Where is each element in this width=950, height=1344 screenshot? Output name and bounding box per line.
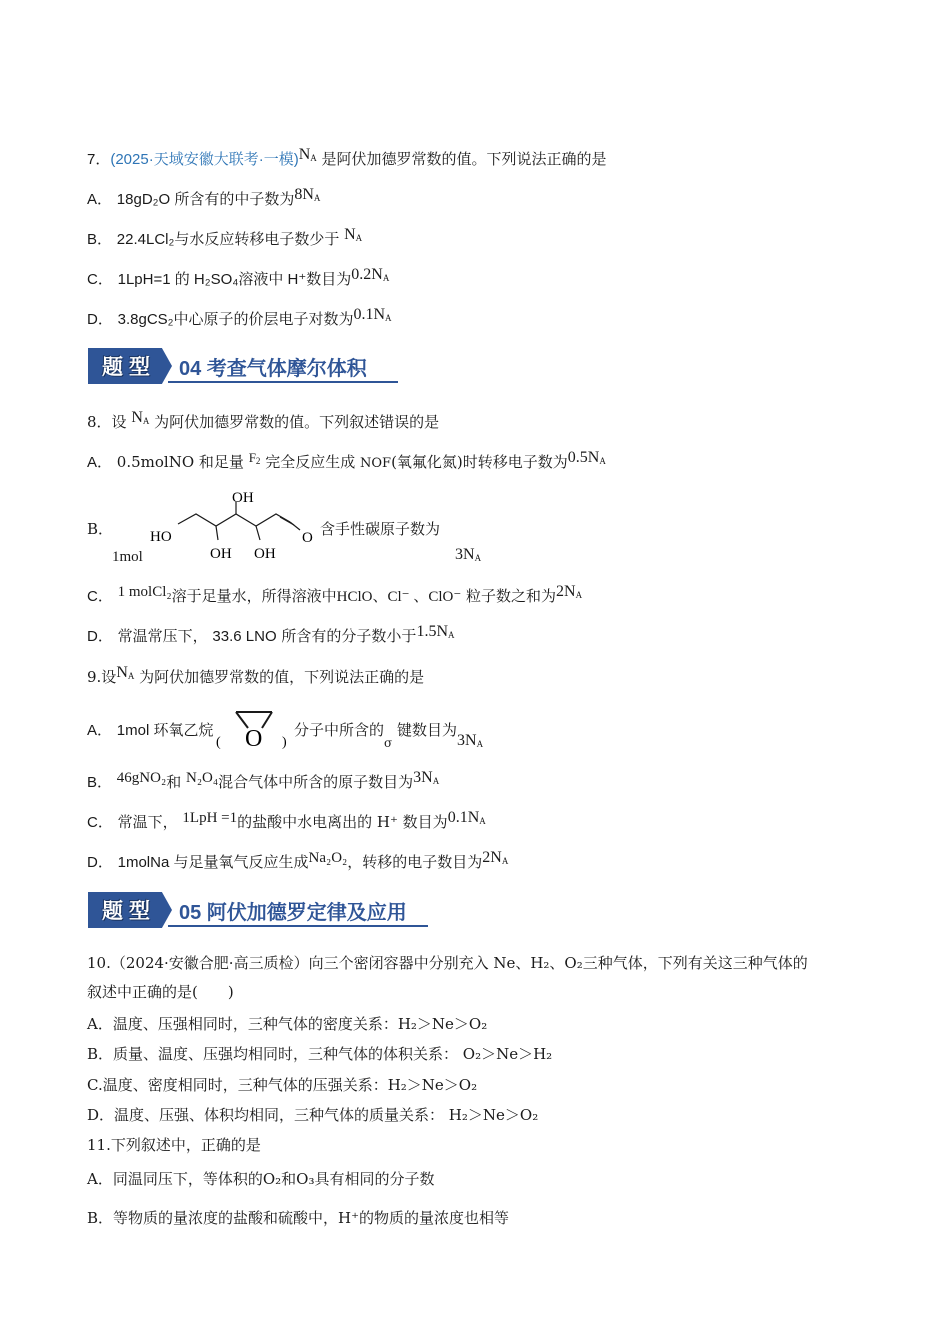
- q8-option-b-prefix: 1mol: [112, 549, 143, 565]
- q7-stem: [87, 148, 607, 172]
- q10-stem-line2: 叙述中正确的是( ): [87, 983, 234, 1001]
- na-symbol: $N_A$: [131, 409, 150, 426]
- sugar-molecule-structure: [148, 486, 318, 566]
- q10-option-d: D．温度、压强、体积均相同，三种气体的质量关系： H₂＞Ne＞O₂: [87, 1106, 539, 1124]
- q9-option-b: B． 46gNO₂和 N₂O₄混合气体中所含的原子数目为$3N_A$: [87, 769, 440, 791]
- ring-oxygen-label: O: [245, 726, 263, 750]
- q10-option-b: B．质量、温度、压强均相同时，三种气体的体积关系： O₂＞Ne＞H₂: [87, 1045, 553, 1063]
- q10-option-a: A．温度、压强相同时，三种气体的密度关系：H₂＞Ne＞O₂: [87, 1015, 488, 1033]
- q7-option-c: C． 1LpH=1 的 H₂SO₄溶液中 H⁺数目为$0.2N_A$: [87, 266, 390, 288]
- q8-option-b-label: B．: [87, 520, 114, 538]
- q7-option-b: B． 22.4LCl₂与水反应转移电子数少于 $N_A$: [87, 226, 363, 248]
- q9-option-a-rest: 分子中所含的$_\sigma$ 键数目为$3N_A$: [294, 721, 484, 750]
- epoxide-ring-structure: [214, 704, 294, 750]
- q9-option-c: C． 常温下， 1LpH =1的盐酸中水电离出的 H⁺ 数目为$0.1N_A$: [87, 809, 486, 831]
- section-badge-text: 题型: [102, 898, 156, 923]
- q8-option-d: D． 常温常压下， 33.6 LNO 所含有的分子数小于$1.5N_A$: [87, 623, 455, 645]
- q8-option-c: C． 1 molCl₂溶于足量水，所得溶液中HClO、Cl⁻ 、ClO⁻ 粒子数之和为$2N_A$: [87, 583, 583, 605]
- q10-option-c: C.温度、密度相同时，三种气体的压强关系：H₂＞Ne＞O₂: [87, 1076, 478, 1094]
- na-symbol: $N_A$: [116, 664, 135, 681]
- mol-label-ho: HO: [150, 529, 172, 545]
- na-symbol: $N_A$: [298, 146, 317, 163]
- q8-stem: 8．设 $N_A$ 为阿伏加德罗常数的值。下列叙述错误的是: [87, 409, 440, 431]
- q11-option-b: B．等物质的量浓度的盐酸和硫酸中，H⁺的物质的量浓度也相等: [87, 1209, 510, 1227]
- q11-stem: 11.下列叙述中，正确的是: [87, 1136, 261, 1154]
- section-title: 05 阿伏加德罗定律及应用: [179, 902, 407, 924]
- q7-source: (2025·天域安徽大联考·一模): [110, 151, 299, 168]
- svg-text:): ): [282, 735, 287, 750]
- q10-stem-line1: 10.（2024·安徽合肥·高三质检）向三个密闭容器中分别充入 Ne、H₂、O₂三种气体，下列有关这三种气体的: [87, 954, 808, 972]
- section-heading-04: [88, 348, 408, 384]
- q7-stem-text: 是阿伏加德罗常数的值。下列说法正确的是: [321, 150, 607, 168]
- q11-option-a: A．同温同压下，等体积的O₂和O₃具有相同的分子数: [87, 1170, 435, 1188]
- q7-option-a: A． 18gD₂O 所含有的中子数为$8N_A$: [87, 186, 321, 208]
- section-heading-05: [88, 892, 448, 928]
- q7-number: 7．: [87, 151, 111, 168]
- q8-option-b-value: $3N_A$: [455, 546, 482, 563]
- section-underline: [168, 381, 398, 383]
- q9-option-a: A． 1mol 环氧乙烷: [87, 722, 214, 739]
- q9-stem: 9.设$N_A$ 为阿伏加德罗常数的值，下列说法正确的是: [87, 664, 425, 686]
- q9-option-d: D． 1molNa 与足量氧气反应生成Na₂O₂，转移的电子数目为$2N_A$: [87, 849, 509, 871]
- mol-label-oh-b1: OH: [210, 546, 232, 562]
- mol-label-oh-top: OH: [232, 490, 254, 506]
- q8-option-a: A． 0.5molNO 和足量 $F_2$ 完全反应生成 NOF(氧氟化氮)时转移电子数为$0.5N_A$: [87, 449, 606, 471]
- section-title: 04 考查气体摩尔体积: [179, 358, 367, 380]
- q7-option-d: D． 3.8gCS₂中心原子的价层电子对数为$0.1N_A$: [87, 306, 392, 328]
- mol-label-o: O: [302, 530, 313, 546]
- section-badge-text: 题型: [102, 354, 156, 379]
- q8-option-b-text: 含手性碳原子数为: [320, 520, 441, 538]
- section-underline: [168, 925, 428, 927]
- svg-text:(: (: [216, 735, 221, 750]
- mol-label-oh-b2: OH: [254, 546, 276, 562]
